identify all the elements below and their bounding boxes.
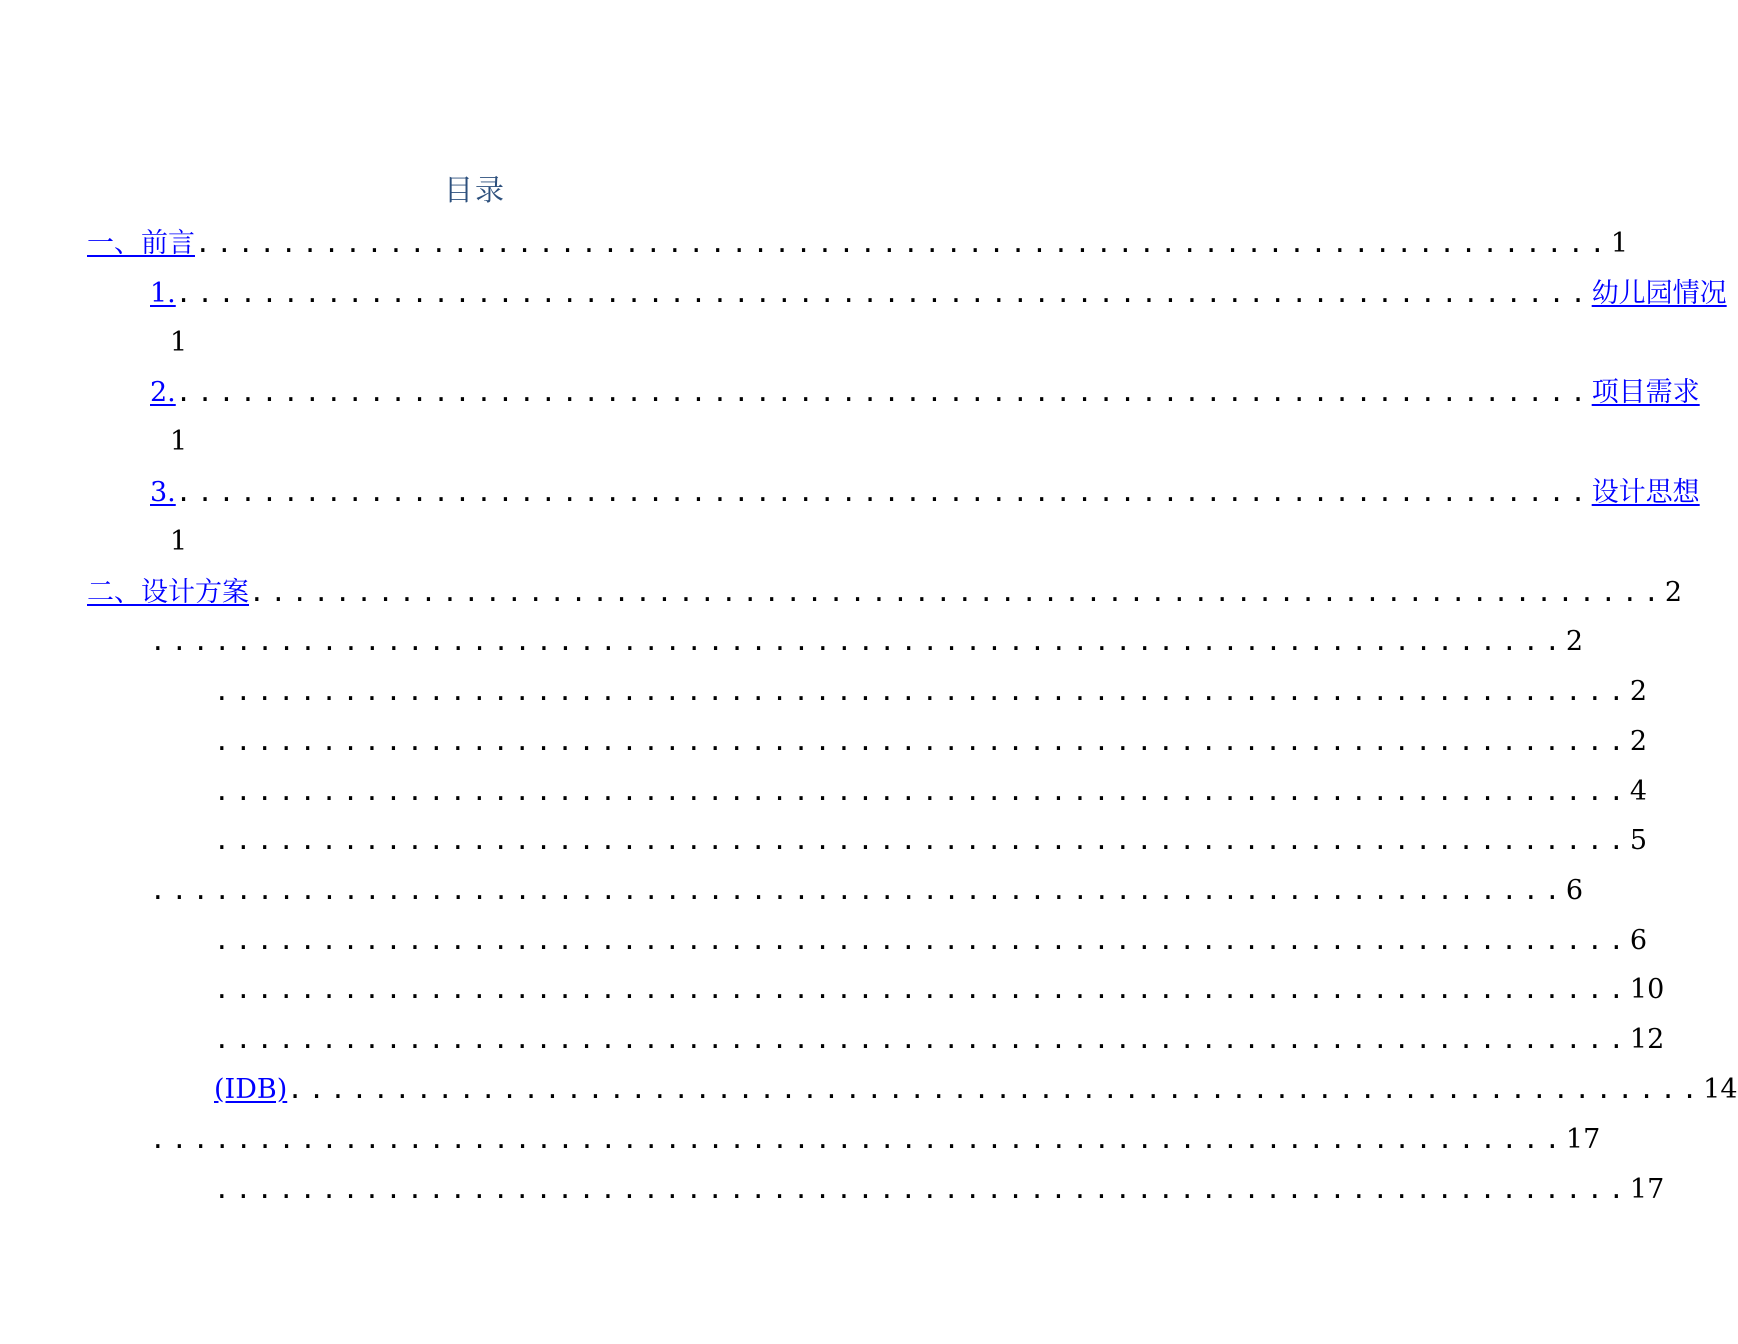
toc-entry[interactable] (214, 772, 1648, 812)
toc-entry-link[interactable]: 一、前言 (87, 228, 195, 259)
toc-page-number: 4 (1629, 776, 1648, 807)
toc-entry-title-link[interactable]: 设计思想 (1591, 477, 1700, 508)
toc-page-number: 1 (1610, 228, 1629, 259)
toc-entry[interactable] (214, 1170, 1665, 1210)
dot-leader: .................................................................. (175, 378, 1592, 408)
toc-page-number: 2 (1565, 626, 1584, 657)
toc-entry[interactable] (87, 573, 1683, 613)
toc-page-number: 6 (1629, 925, 1648, 956)
dot-leader: .................................................................. (214, 1025, 1630, 1055)
toc-title: 目录 (443, 173, 506, 207)
dot-leader: .................................................................. (195, 229, 1611, 259)
toc-entry[interactable] (214, 672, 1648, 712)
toc-entry[interactable] (214, 970, 1665, 1010)
dot-leader: .................................................................. (150, 1125, 1566, 1155)
toc-entry-link[interactable]: 二、设计方案 (87, 577, 249, 608)
toc-page-number: 10 (1629, 974, 1665, 1005)
toc-entry[interactable] (214, 722, 1648, 762)
dot-leader: .................................................................. (214, 777, 1630, 807)
dot-leader: .................................................................. (150, 876, 1566, 906)
toc-entry-link[interactable]: 2. (150, 377, 176, 408)
toc-entry[interactable] (214, 921, 1648, 961)
toc-page-number: 12 (1629, 1024, 1665, 1055)
dot-leader: .................................................................. (249, 578, 1665, 608)
dot-leader: .................................................................. (214, 1175, 1630, 1205)
dot-leader: .................................................................. (214, 826, 1630, 856)
dot-leader: .................................................................. (175, 279, 1592, 309)
toc-page-number: 6 (1565, 875, 1584, 906)
toc-page-number: 1 (170, 327, 188, 358)
dot-leader: .................................................................. (214, 975, 1630, 1005)
toc-entry[interactable] (150, 373, 1700, 413)
dot-leader: .................................................................. (214, 926, 1630, 956)
toc-page-number: 2 (1629, 676, 1648, 707)
toc-entry[interactable] (87, 224, 1629, 264)
toc-entry[interactable] (214, 1070, 1738, 1110)
dot-leader: .................................................................. (150, 627, 1566, 657)
toc-page-number: 17 (1565, 1124, 1601, 1155)
toc-entry-title-link[interactable]: 幼儿园情况 (1591, 278, 1727, 309)
toc-entry-link[interactable]: 3. (150, 477, 176, 508)
dot-leader: .................................................................. (287, 1075, 1704, 1105)
dot-leader: .................................................................. (214, 727, 1630, 757)
toc-page-number: 1 (170, 426, 188, 457)
dot-leader: .................................................................. (214, 677, 1630, 707)
toc-entry[interactable] (150, 871, 1584, 911)
toc-page-number: 14 (1703, 1074, 1738, 1105)
toc-entry[interactable] (150, 622, 1584, 662)
dot-leader: .................................................................. (175, 478, 1592, 508)
toc-entry[interactable] (150, 1120, 1601, 1160)
toc-entry[interactable] (150, 473, 1700, 513)
toc-page-number: 2 (1629, 726, 1648, 757)
toc-page-number: 2 (1664, 577, 1683, 608)
toc-entry-link[interactable]: 1. (150, 278, 176, 309)
toc-entry[interactable] (214, 821, 1648, 861)
toc-page-number: 5 (1629, 825, 1648, 856)
toc-entry[interactable] (150, 274, 1727, 314)
toc-entry-title-link[interactable]: 项目需求 (1591, 377, 1700, 408)
toc-page-number: 1 (170, 526, 188, 557)
toc-page-number: 17 (1629, 1174, 1665, 1205)
toc-entry-link[interactable]: (IDB) (214, 1074, 288, 1105)
toc-entry[interactable] (214, 1020, 1665, 1060)
